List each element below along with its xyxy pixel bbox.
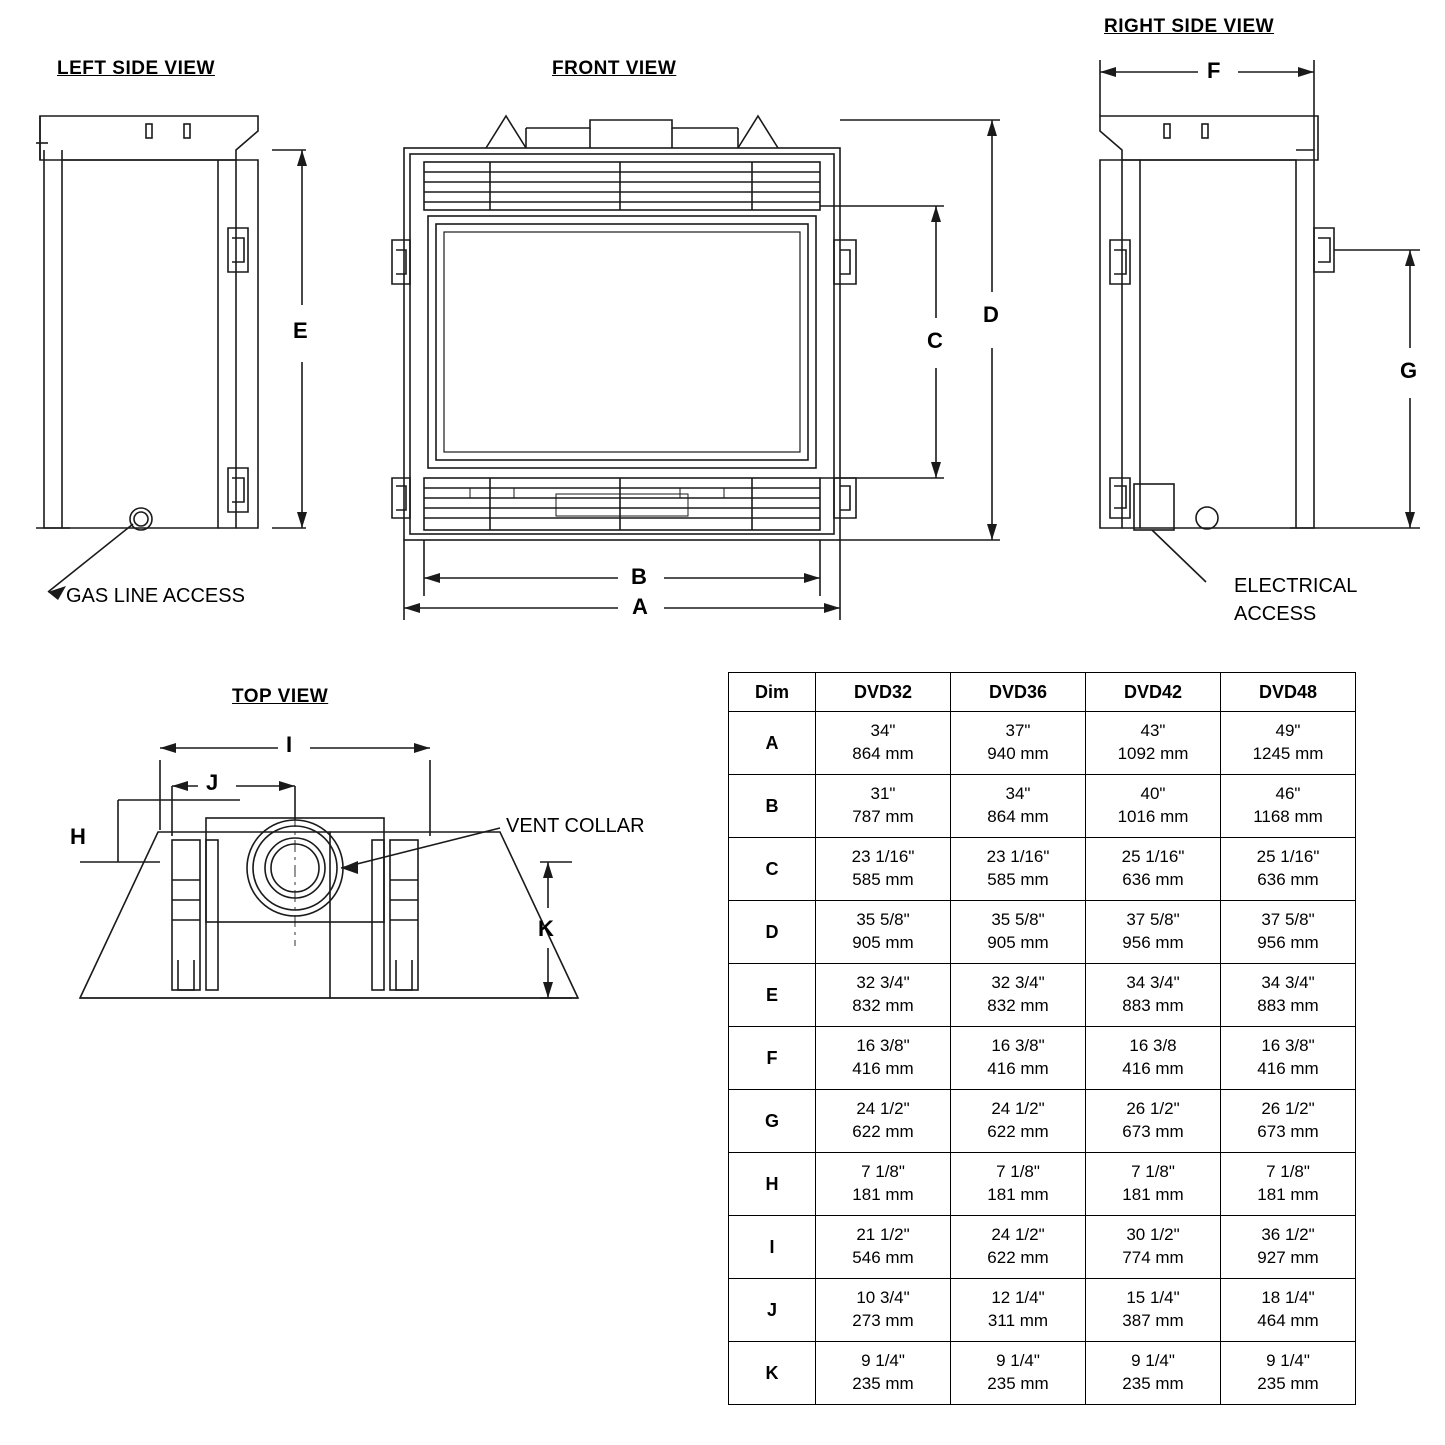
row-dim: J bbox=[729, 1279, 816, 1342]
cell-dvd48 bbox=[1221, 1216, 1356, 1279]
cell-inches: 16 3/8" bbox=[991, 1036, 1045, 1056]
cell-inches: 37 5/8" bbox=[1261, 910, 1315, 930]
cell-dvd36 bbox=[951, 712, 1086, 775]
cell-dvd32 bbox=[816, 901, 951, 964]
cell-inches: 25 1/16" bbox=[1121, 847, 1185, 867]
cell-inches: 23 1/16" bbox=[851, 847, 915, 867]
right-side-view-title: RIGHT SIDE VIEW bbox=[1104, 16, 1275, 37]
cell-dvd48 bbox=[1221, 964, 1356, 1027]
cell-mm: 546 mm bbox=[852, 1248, 914, 1267]
table-row bbox=[729, 1216, 1356, 1279]
cell-mm: 416 mm bbox=[852, 1059, 914, 1078]
cell-mm: 585 mm bbox=[987, 870, 1049, 889]
cell-mm: 787 mm bbox=[852, 807, 914, 826]
cell-inches: 32 3/4" bbox=[856, 973, 910, 993]
cell-mm: 181 mm bbox=[1122, 1185, 1184, 1204]
cell-dvd32 bbox=[816, 838, 951, 901]
cell-mm: 774 mm bbox=[1122, 1248, 1184, 1267]
table-row bbox=[729, 838, 1356, 901]
cell-dvd48 bbox=[1221, 1090, 1356, 1153]
row-dim: I bbox=[729, 1216, 816, 1279]
electrical-access-label-line1: ELECTRICAL bbox=[1234, 575, 1358, 597]
cell-dvd42 bbox=[1086, 1216, 1221, 1279]
cell-dvd32 bbox=[816, 712, 951, 775]
cell-inches: 12 1/4" bbox=[991, 1288, 1045, 1308]
table-row bbox=[729, 1153, 1356, 1216]
cell-inches: 24 1/2" bbox=[856, 1099, 910, 1119]
row-dim: K bbox=[729, 1342, 816, 1405]
cell-inches: 9 1/4" bbox=[1131, 1351, 1175, 1371]
cell-dvd42 bbox=[1086, 1027, 1221, 1090]
cell-dvd36 bbox=[951, 838, 1086, 901]
cell-mm: 235 mm bbox=[1122, 1374, 1184, 1393]
dimension-label-C: C bbox=[927, 328, 943, 353]
cell-inches: 24 1/2" bbox=[991, 1099, 1045, 1119]
cell-mm: 311 mm bbox=[987, 1311, 1049, 1330]
cell-dvd36 bbox=[951, 1027, 1086, 1090]
cell-mm: 832 mm bbox=[987, 996, 1049, 1015]
cell-inches: 32 3/4" bbox=[991, 973, 1045, 993]
top-view-title: TOP VIEW bbox=[232, 686, 329, 707]
cell-dvd42 bbox=[1086, 1342, 1221, 1405]
cell-mm: 416 mm bbox=[1122, 1059, 1184, 1078]
cell-inches: 25 1/16" bbox=[1256, 847, 1320, 867]
table-row bbox=[729, 1342, 1356, 1405]
column-header-dvd36: DVD36 bbox=[951, 673, 1086, 712]
cell-inches: 16 3/8" bbox=[856, 1036, 910, 1056]
cell-dvd48 bbox=[1221, 1153, 1356, 1216]
cell-inches: 7 1/8" bbox=[861, 1162, 905, 1182]
cell-inches: 37" bbox=[1005, 721, 1031, 741]
front-view-geometry bbox=[392, 116, 1000, 620]
cell-mm: 956 mm bbox=[1122, 933, 1184, 952]
cell-inches: 23 1/16" bbox=[986, 847, 1050, 867]
cell-dvd48 bbox=[1221, 1027, 1356, 1090]
cell-dvd36 bbox=[951, 1153, 1086, 1216]
cell-inches: 36 1/2" bbox=[1261, 1225, 1315, 1245]
right-side-view-geometry bbox=[1100, 60, 1420, 582]
cell-mm: 1168 mm bbox=[1253, 807, 1323, 826]
cell-inches: 37 5/8" bbox=[1126, 910, 1180, 930]
row-dim: E bbox=[729, 964, 816, 1027]
column-header-dvd48: DVD48 bbox=[1221, 673, 1356, 712]
electrical-access-label-line2: ACCESS bbox=[1234, 603, 1317, 625]
table-row bbox=[729, 901, 1356, 964]
cell-inches: 31" bbox=[870, 784, 896, 804]
cell-dvd42 bbox=[1086, 1090, 1221, 1153]
cell-dvd36 bbox=[951, 775, 1086, 838]
cell-inches: 16 3/8" bbox=[1261, 1036, 1315, 1056]
dimension-label-K: K bbox=[538, 916, 554, 941]
cell-inches: 9 1/4" bbox=[1266, 1351, 1310, 1371]
cell-mm: 622 mm bbox=[852, 1122, 914, 1141]
cell-dvd32 bbox=[816, 1153, 951, 1216]
dimension-table bbox=[728, 672, 1356, 1405]
row-dim: A bbox=[729, 712, 816, 775]
cell-mm: 1092 mm bbox=[1117, 744, 1189, 763]
cell-mm: 673 mm bbox=[1122, 1122, 1184, 1141]
cell-inches: 10 3/4" bbox=[856, 1288, 910, 1308]
cell-dvd48 bbox=[1221, 1342, 1356, 1405]
cell-inches: 26 1/2" bbox=[1261, 1099, 1315, 1119]
cell-inches: 21 1/2" bbox=[856, 1225, 910, 1245]
cell-inches: 9 1/4" bbox=[996, 1351, 1040, 1371]
cell-mm: 1245 mm bbox=[1252, 744, 1324, 763]
dimension-label-H: H bbox=[70, 824, 86, 849]
row-dim: B bbox=[729, 775, 816, 838]
row-dim: D bbox=[729, 901, 816, 964]
cell-mm: 883 mm bbox=[1122, 996, 1184, 1015]
cell-mm: 636 mm bbox=[1257, 870, 1319, 889]
front-view-title: FRONT VIEW bbox=[552, 58, 677, 79]
vent-collar-label: VENT COLLAR bbox=[506, 815, 645, 837]
cell-mm: 181 mm bbox=[1257, 1185, 1319, 1204]
dimension-label-J: J bbox=[206, 770, 219, 795]
top-view-geometry bbox=[80, 743, 578, 998]
table-row bbox=[729, 964, 1356, 1027]
cell-dvd48 bbox=[1221, 1279, 1356, 1342]
cell-mm: 181 mm bbox=[987, 1185, 1049, 1204]
cell-dvd42 bbox=[1086, 901, 1221, 964]
cell-inches: 35 5/8" bbox=[991, 910, 1045, 930]
cell-inches: 35 5/8" bbox=[856, 910, 910, 930]
left-side-view-title: LEFT SIDE VIEW bbox=[57, 58, 215, 79]
cell-mm: 905 mm bbox=[987, 933, 1049, 952]
cell-mm: 832 mm bbox=[852, 996, 914, 1015]
cell-mm: 927 mm bbox=[1257, 1248, 1319, 1267]
cell-dvd48 bbox=[1221, 838, 1356, 901]
table-row bbox=[729, 1279, 1356, 1342]
cell-inches: 15 1/4" bbox=[1126, 1288, 1180, 1308]
cell-inches: 34 3/4" bbox=[1261, 973, 1315, 993]
cell-dvd32 bbox=[816, 1027, 951, 1090]
cell-inches: 30 1/2" bbox=[1126, 1225, 1180, 1245]
cell-mm: 864 mm bbox=[987, 807, 1049, 826]
cell-mm: 622 mm bbox=[987, 1248, 1049, 1267]
cell-dvd42 bbox=[1086, 838, 1221, 901]
cell-mm: 273 mm bbox=[852, 1311, 914, 1330]
column-header-dvd32: DVD32 bbox=[816, 673, 951, 712]
cell-inches: 7 1/8" bbox=[996, 1162, 1040, 1182]
cell-inches: 9 1/4" bbox=[861, 1351, 905, 1371]
cell-dvd36 bbox=[951, 1216, 1086, 1279]
cell-mm: 883 mm bbox=[1257, 996, 1319, 1015]
cell-dvd32 bbox=[816, 964, 951, 1027]
cell-inches: 34" bbox=[870, 721, 896, 741]
cell-dvd42 bbox=[1086, 775, 1221, 838]
row-dim: C bbox=[729, 838, 816, 901]
cell-mm: 673 mm bbox=[1257, 1122, 1319, 1141]
row-dim: F bbox=[729, 1027, 816, 1090]
dimension-label-E: E bbox=[293, 318, 308, 343]
cell-dvd36 bbox=[951, 1342, 1086, 1405]
table-row bbox=[729, 1027, 1356, 1090]
column-header-dim: Dim bbox=[729, 673, 816, 712]
cell-mm: 235 mm bbox=[987, 1374, 1049, 1393]
cell-dvd32 bbox=[816, 1342, 951, 1405]
cell-dvd48 bbox=[1221, 775, 1356, 838]
cell-inches: 49" bbox=[1275, 721, 1301, 741]
cell-dvd42 bbox=[1086, 712, 1221, 775]
cell-inches: 40" bbox=[1140, 784, 1166, 804]
cell-mm: 235 mm bbox=[1257, 1374, 1319, 1393]
cell-inches: 26 1/2" bbox=[1126, 1099, 1180, 1119]
cell-dvd42 bbox=[1086, 964, 1221, 1027]
dimension-label-A: A bbox=[632, 594, 648, 619]
cell-dvd36 bbox=[951, 901, 1086, 964]
cell-inches: 34" bbox=[1005, 784, 1031, 804]
left-side-view-geometry bbox=[36, 116, 307, 600]
cell-inches: 24 1/2" bbox=[991, 1225, 1045, 1245]
cell-inches: 46" bbox=[1275, 784, 1301, 804]
cell-dvd36 bbox=[951, 1279, 1086, 1342]
cell-mm: 940 mm bbox=[987, 744, 1049, 763]
cell-dvd36 bbox=[951, 1090, 1086, 1153]
cell-mm: 864 mm bbox=[852, 744, 914, 763]
cell-inches: 16 3/8 bbox=[1129, 1036, 1177, 1056]
cell-dvd32 bbox=[816, 1090, 951, 1153]
cell-mm: 181 mm bbox=[852, 1185, 914, 1204]
cell-dvd48 bbox=[1221, 901, 1356, 964]
cell-mm: 1016 mm bbox=[1117, 807, 1189, 826]
table-header-row bbox=[729, 673, 1356, 712]
dimension-label-I: I bbox=[286, 732, 293, 757]
cell-inches: 34 3/4" bbox=[1126, 973, 1180, 993]
cell-inches: 7 1/8" bbox=[1131, 1162, 1175, 1182]
cell-mm: 387 mm bbox=[1122, 1311, 1184, 1330]
cell-mm: 905 mm bbox=[852, 933, 914, 952]
cell-dvd42 bbox=[1086, 1279, 1221, 1342]
cell-mm: 416 mm bbox=[1257, 1059, 1319, 1078]
cell-inches: 18 1/4" bbox=[1261, 1288, 1315, 1308]
cell-dvd32 bbox=[816, 775, 951, 838]
cell-mm: 416 mm bbox=[987, 1059, 1049, 1078]
cell-mm: 585 mm bbox=[852, 870, 914, 889]
dimension-label-B: B bbox=[631, 564, 647, 589]
cell-dvd36 bbox=[951, 964, 1086, 1027]
cell-dvd48 bbox=[1221, 712, 1356, 775]
table-row bbox=[729, 712, 1356, 775]
cell-mm: 622 mm bbox=[987, 1122, 1049, 1141]
dimension-label-F: F bbox=[1207, 58, 1221, 83]
cell-dvd32 bbox=[816, 1279, 951, 1342]
cell-inches: 7 1/8" bbox=[1266, 1162, 1310, 1182]
cell-dvd42 bbox=[1086, 1153, 1221, 1216]
gas-line-access-label: GAS LINE ACCESS bbox=[66, 585, 245, 607]
row-dim: G bbox=[729, 1090, 816, 1153]
row-dim: H bbox=[729, 1153, 816, 1216]
column-header-dvd42: DVD42 bbox=[1086, 673, 1221, 712]
cell-dvd32 bbox=[816, 1216, 951, 1279]
cell-mm: 956 mm bbox=[1257, 933, 1319, 952]
cell-mm: 235 mm bbox=[852, 1374, 914, 1393]
dimension-label-D: D bbox=[983, 302, 999, 327]
table-row bbox=[729, 775, 1356, 838]
dimension-label-G: G bbox=[1400, 358, 1418, 383]
cell-mm: 636 mm bbox=[1122, 870, 1184, 889]
cell-inches: 43" bbox=[1140, 721, 1166, 741]
cell-mm: 464 mm bbox=[1257, 1311, 1319, 1330]
table-row bbox=[729, 1090, 1356, 1153]
